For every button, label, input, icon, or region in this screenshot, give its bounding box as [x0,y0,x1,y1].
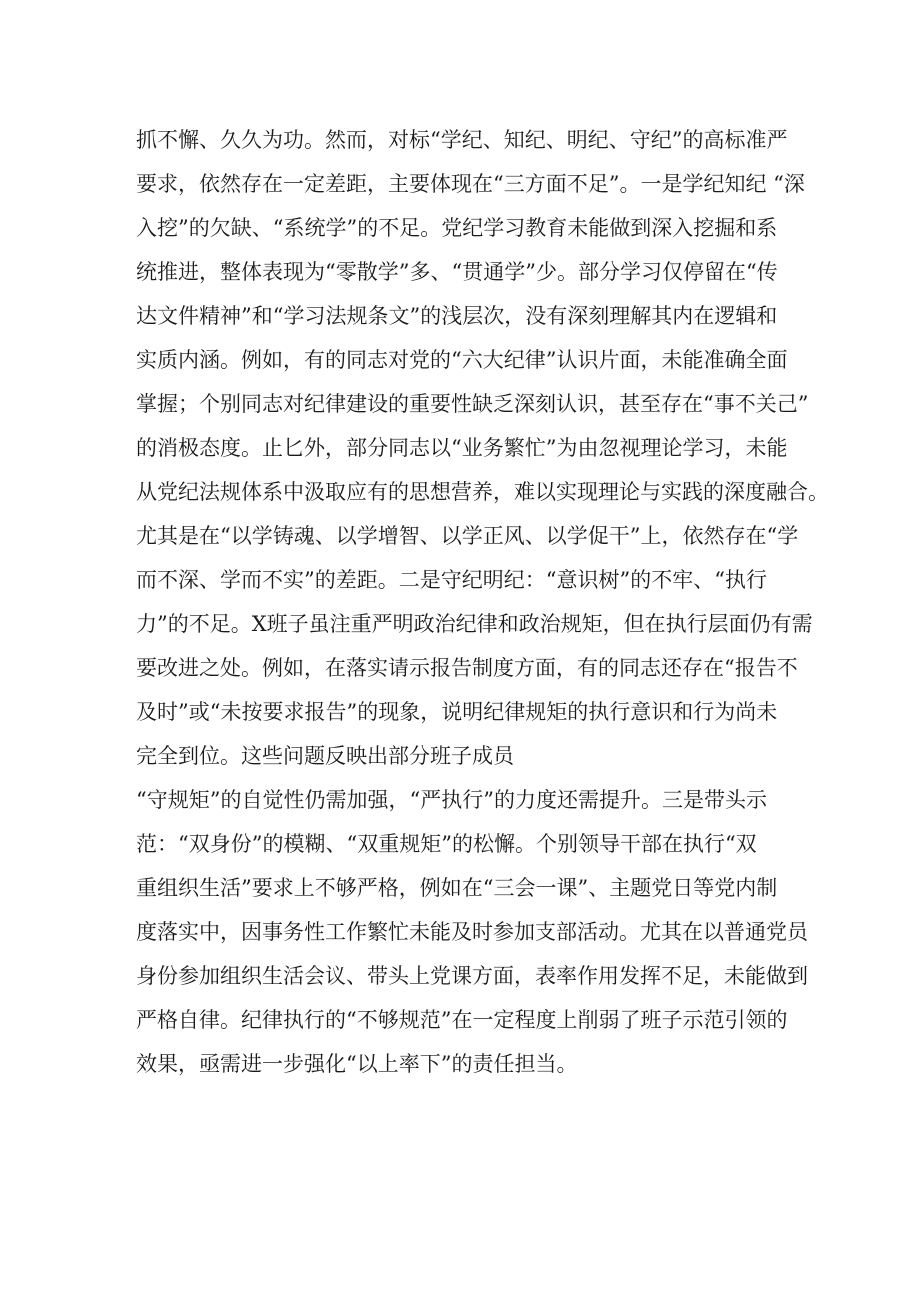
text-line-13: 要改进之处。例如，在落实请示报告制度方面，有的同志还存在“报告不 [136,656,798,680]
text-line-22: 效果，亟需进一步强化“以上率下”的责任担当。 [136,1052,578,1076]
text-line-18: 重组织生活”要求上不够严格，例如在“三会一课”、主题党日等党内制 [136,876,778,900]
text-line-8: 的消极态度。止匕外，部分同志以“业务繁忙”为由忽视理论学习，未能 [136,436,788,460]
text-line-7: 掌握；个别同志对纪律建设的重要性缺乏深刻认识，甚至存在“事不关己” [136,392,809,416]
text-line-19: 度落实中，因事务性工作繁忙未能及时参加支部活动。尤其在以普通党员 [136,920,808,944]
text-line-15: 完全到位。这些问题反映出部分班子成员 [136,744,514,768]
text-line-16: “守规矩”的自觉性仍需加强，“严执行”的力度还需提升。三是带头示 [136,788,767,812]
text-line-5: 达文件精神”和“学习法规条文”的浅层次，没有深刻理解其内在逻辑和 [136,304,778,328]
text-line-20: 身份参加组织生活会议、带头上党课方面，表率作用发挥不足，未能做到 [136,964,808,988]
text-line-9: 从党纪法规体系中汲取应有的思想营养，难以实现理论与实践的深度融合。 [136,480,829,504]
text-line-6: 实质内涵。例如，有的同志对党的“六大纪律”认识片面，未能准确全面 [136,348,788,372]
body-paragraph [136,118,829,1086]
text-line-14: 及时”或“未按要求报告”的现象，说明纪律规矩的执行意识和行为尚未 [136,700,778,724]
text-line-21: 严格自律。纪律执行的“不够规范”在一定程度上削弱了班子示范引领的 [136,1008,788,1032]
text-line-12: 力”的不足。X班子虽注重严明政治纪律和政治规矩，但在执行层面仍有需 [136,612,813,636]
text-line-3: 入挖”的欠缺、“系统学”的不足。党纪学习教育未能做到深入挖掘和系 [136,216,778,240]
text-line-11: 而不深、学而不实”的差距。二是守纪明纪：“意识树”的不牢、“执行 [136,568,767,592]
text-line-10: 尤其是在“以学铸魂、以学增智、以学正风、以学促干”上，依然存在“学 [136,524,799,548]
text-line-2: 要求，依然存在一定差距，主要体现在“三方面不足”。一是学纪知纪 “深 [136,172,805,196]
text-line-4: 统推进，整体表现为“零散学”多、“贯通学”少。部分学习仅停留在“传 [136,260,778,284]
text-line-1: 抓不懈、久久为功。然而，对标“学纪、知纪、明纪、守纪”的高标准严 [136,128,788,152]
text-line-17: 范：“双身份”的模糊、“双重规矩”的松懈。个别领导干部在执行“双 [136,832,757,856]
